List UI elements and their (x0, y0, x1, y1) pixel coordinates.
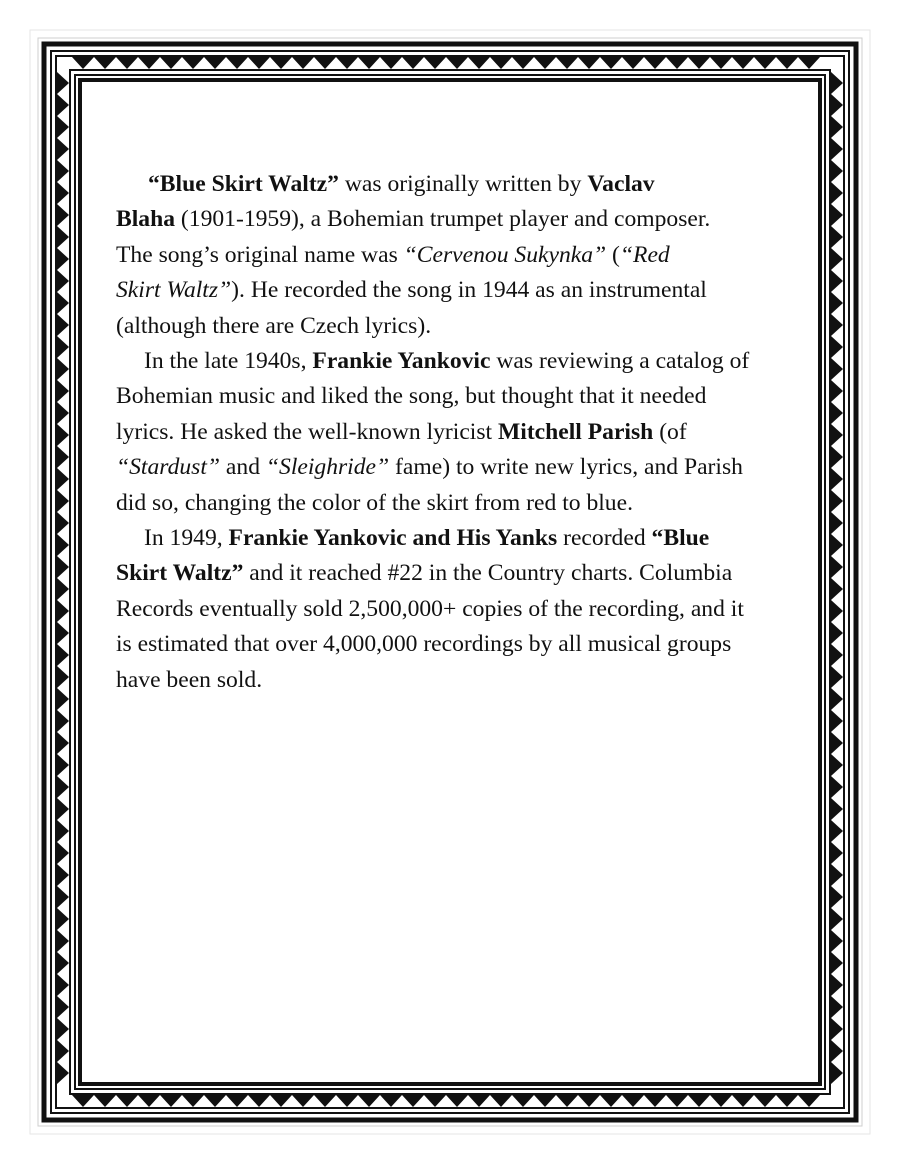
text-run: was reviewing a catalog of (490, 348, 750, 375)
border-triangle (57, 204, 69, 226)
border-triangle (57, 622, 69, 644)
text-line (116, 486, 836, 521)
border-triangle (57, 996, 69, 1018)
border-triangle (688, 1095, 710, 1107)
border-triangle (204, 57, 226, 69)
border-triangle (380, 57, 402, 69)
border-triangle (831, 908, 843, 930)
border-triangle (468, 57, 490, 69)
text-run: Records eventually sold 2,500,000+ copies of the recording, and it (116, 595, 744, 622)
bold-text: “Blue Skirt Waltz” (148, 171, 339, 197)
text-run: did so, changing the color of the skirt from red to blue. (116, 489, 633, 516)
border-triangle (57, 732, 69, 754)
border-triangle (57, 358, 69, 380)
border-triangle (358, 57, 380, 69)
border-triangle (248, 57, 270, 69)
text-run: Bohemian music and liked the song, but thought that it needed (116, 383, 707, 410)
italic-text: “Red (619, 241, 670, 268)
bold-text: Mitchell Parish (498, 418, 654, 445)
border-triangle (402, 57, 424, 69)
text-line (116, 167, 836, 202)
text-line (116, 344, 836, 379)
border-triangle (57, 490, 69, 512)
border-triangle (831, 72, 843, 94)
border-triangle (831, 798, 843, 820)
border-triangle (831, 996, 843, 1018)
text-line (116, 273, 836, 308)
border-triangle (556, 1095, 578, 1107)
border-triangle (57, 820, 69, 842)
border-triangle (688, 57, 710, 69)
text-run: lyrics. He asked the well-known lyricist (116, 418, 498, 445)
border-triangle (57, 1040, 69, 1062)
border-triangle (57, 314, 69, 336)
border-triangle (270, 57, 292, 69)
text-line (116, 450, 836, 485)
border-triangle (380, 1095, 402, 1107)
border-triangle (831, 1062, 843, 1084)
border-triangle (644, 57, 666, 69)
border-triangle (776, 1095, 798, 1107)
border-triangle (831, 952, 843, 974)
bold-text: “Blue (651, 525, 710, 552)
text-run: ). He recorded the song in 1944 as an instrumental (231, 277, 707, 304)
italic-text: “Sleighride” (265, 454, 390, 481)
text-line (116, 627, 836, 662)
border-triangle (831, 820, 843, 842)
border-triangle (831, 710, 843, 732)
border-triangle (57, 578, 69, 600)
border-triangle (57, 534, 69, 556)
border-triangle (831, 842, 843, 864)
border-triangle (512, 1095, 534, 1107)
border-triangle (57, 380, 69, 402)
border-triangle (57, 754, 69, 776)
border-triangle (831, 754, 843, 776)
text-run: and (220, 454, 266, 481)
border-triangle (446, 57, 468, 69)
border-triangle (831, 1040, 843, 1062)
border-triangle (57, 688, 69, 710)
text-line (116, 309, 836, 344)
border-triangle (534, 57, 556, 69)
text-run: recorded (557, 525, 652, 552)
text-line (116, 415, 836, 450)
border-left-pattern (57, 72, 69, 1084)
bold-text: Vaclav (587, 171, 655, 197)
border-triangle (798, 1095, 820, 1107)
border-triangle (57, 336, 69, 358)
border-triangle (314, 1095, 336, 1107)
border-triangle (831, 732, 843, 754)
text-run: In 1949, (144, 525, 229, 552)
border-triangle (831, 776, 843, 798)
border-triangle (57, 292, 69, 314)
border-triangle (292, 57, 314, 69)
border-triangle (831, 1018, 843, 1040)
border-triangle (57, 600, 69, 622)
border-triangle (116, 1095, 138, 1107)
border-triangle (57, 446, 69, 468)
border-triangle (710, 57, 732, 69)
border-triangle (336, 57, 358, 69)
border-triangle (57, 974, 69, 996)
border-triangle (57, 270, 69, 292)
border-triangle (57, 182, 69, 204)
border-triangle (94, 57, 116, 69)
border-triangle (578, 1095, 600, 1107)
border-triangle (358, 1095, 380, 1107)
border-triangle (57, 776, 69, 798)
paragraph-1 (116, 167, 836, 344)
border-triangle (446, 1095, 468, 1107)
text-line (116, 592, 836, 627)
border-triangle (160, 57, 182, 69)
italic-text: “Stardust” (116, 454, 221, 481)
border-triangle (57, 468, 69, 490)
border-triangle (160, 1095, 182, 1107)
border-top-pattern (72, 57, 820, 69)
border-triangle (831, 116, 843, 138)
border-triangle (831, 930, 843, 952)
bold-text: Blaha (116, 206, 176, 233)
border-triangle (57, 1018, 69, 1040)
border-triangle (831, 138, 843, 160)
paragraph-2 (116, 344, 836, 521)
border-triangle (57, 160, 69, 182)
text-run: is estimated that over 4,000,000 recordings by all musical groups (116, 631, 732, 658)
text-line (116, 521, 836, 556)
border-triangle (57, 666, 69, 688)
bold-text: Frankie Yankovic (312, 348, 491, 375)
border-triangle (248, 1095, 270, 1107)
border-triangle (57, 842, 69, 864)
text-run: (although there are Czech lyrics). (116, 312, 432, 339)
border-triangle (732, 57, 754, 69)
border-triangle (292, 1095, 314, 1107)
border-triangle (666, 57, 688, 69)
border-triangle (644, 1095, 666, 1107)
text-run: ( (606, 241, 620, 268)
border-triangle (490, 57, 512, 69)
bold-text: Skirt Waltz” (116, 560, 244, 587)
italic-text: Skirt Waltz” (116, 277, 232, 304)
text-line (116, 202, 836, 237)
text-run: was originally written by (338, 171, 588, 197)
border-triangle (226, 57, 248, 69)
border-triangle (776, 57, 798, 69)
text-run: have been sold. (116, 666, 263, 693)
border-triangle (512, 57, 534, 69)
border-triangle (831, 94, 843, 116)
border-triangle (798, 57, 820, 69)
text-run: The song’s original name was (116, 241, 404, 268)
border-triangle (57, 798, 69, 820)
border-triangle (622, 1095, 644, 1107)
border-triangle (556, 57, 578, 69)
border-triangle (600, 57, 622, 69)
border-triangle (424, 57, 446, 69)
border-triangle (57, 556, 69, 578)
border-triangle (754, 57, 776, 69)
border-triangle (57, 908, 69, 930)
border-triangle (57, 424, 69, 446)
border-triangle (182, 57, 204, 69)
text-run: and it reached #22 in the Country charts. Columbia (243, 560, 733, 587)
border-triangle (424, 1095, 446, 1107)
article-body (116, 167, 836, 698)
border-triangle (57, 94, 69, 116)
border-triangle (270, 1095, 292, 1107)
border-triangle (732, 1095, 754, 1107)
border-triangle (831, 974, 843, 996)
border-triangle (138, 1095, 160, 1107)
border-triangle (72, 1095, 94, 1107)
border-triangle (226, 1095, 248, 1107)
border-triangle (57, 952, 69, 974)
border-triangle (57, 248, 69, 270)
border-triangle (116, 57, 138, 69)
border-triangle (314, 57, 336, 69)
border-triangle (57, 1062, 69, 1084)
text-line (116, 556, 836, 591)
border-bottom-pattern (72, 1095, 820, 1107)
border-triangle (57, 72, 69, 94)
border-triangle (57, 512, 69, 534)
bold-text: Frankie Yankovic and His Yanks (228, 525, 558, 552)
border-triangle (72, 57, 94, 69)
border-triangle (57, 886, 69, 908)
border-triangle (57, 402, 69, 424)
border-triangle (402, 1095, 424, 1107)
text-run: In the late 1940s, (144, 348, 313, 375)
border-triangle (336, 1095, 358, 1107)
border-triangle (578, 57, 600, 69)
border-triangle (57, 138, 69, 160)
text-run: (1901-1959), a Bohemian trumpet player and composer. (175, 206, 711, 233)
border-triangle (57, 710, 69, 732)
border-triangle (57, 116, 69, 138)
border-triangle (534, 1095, 556, 1107)
border-triangle (138, 57, 160, 69)
border-triangle (600, 1095, 622, 1107)
paragraph-3 (116, 521, 836, 698)
text-run: (of (653, 418, 687, 445)
border-triangle (182, 1095, 204, 1107)
text-line (116, 238, 836, 273)
border-triangle (57, 930, 69, 952)
border-triangle (57, 864, 69, 886)
border-triangle (57, 226, 69, 248)
border-triangle (490, 1095, 512, 1107)
border-triangle (468, 1095, 490, 1107)
text-line (116, 379, 836, 414)
text-run: fame) to write new lyrics, and Parish (389, 454, 743, 481)
border-triangle (57, 644, 69, 666)
border-triangle (666, 1095, 688, 1107)
border-triangle (622, 57, 644, 69)
border-triangle (204, 1095, 226, 1107)
border-triangle (754, 1095, 776, 1107)
border-triangle (831, 886, 843, 908)
text-line (116, 663, 836, 698)
border-triangle (710, 1095, 732, 1107)
italic-text: “Cervenou Sukynka” (403, 241, 607, 268)
border-triangle (831, 864, 843, 886)
border-triangle (94, 1095, 116, 1107)
